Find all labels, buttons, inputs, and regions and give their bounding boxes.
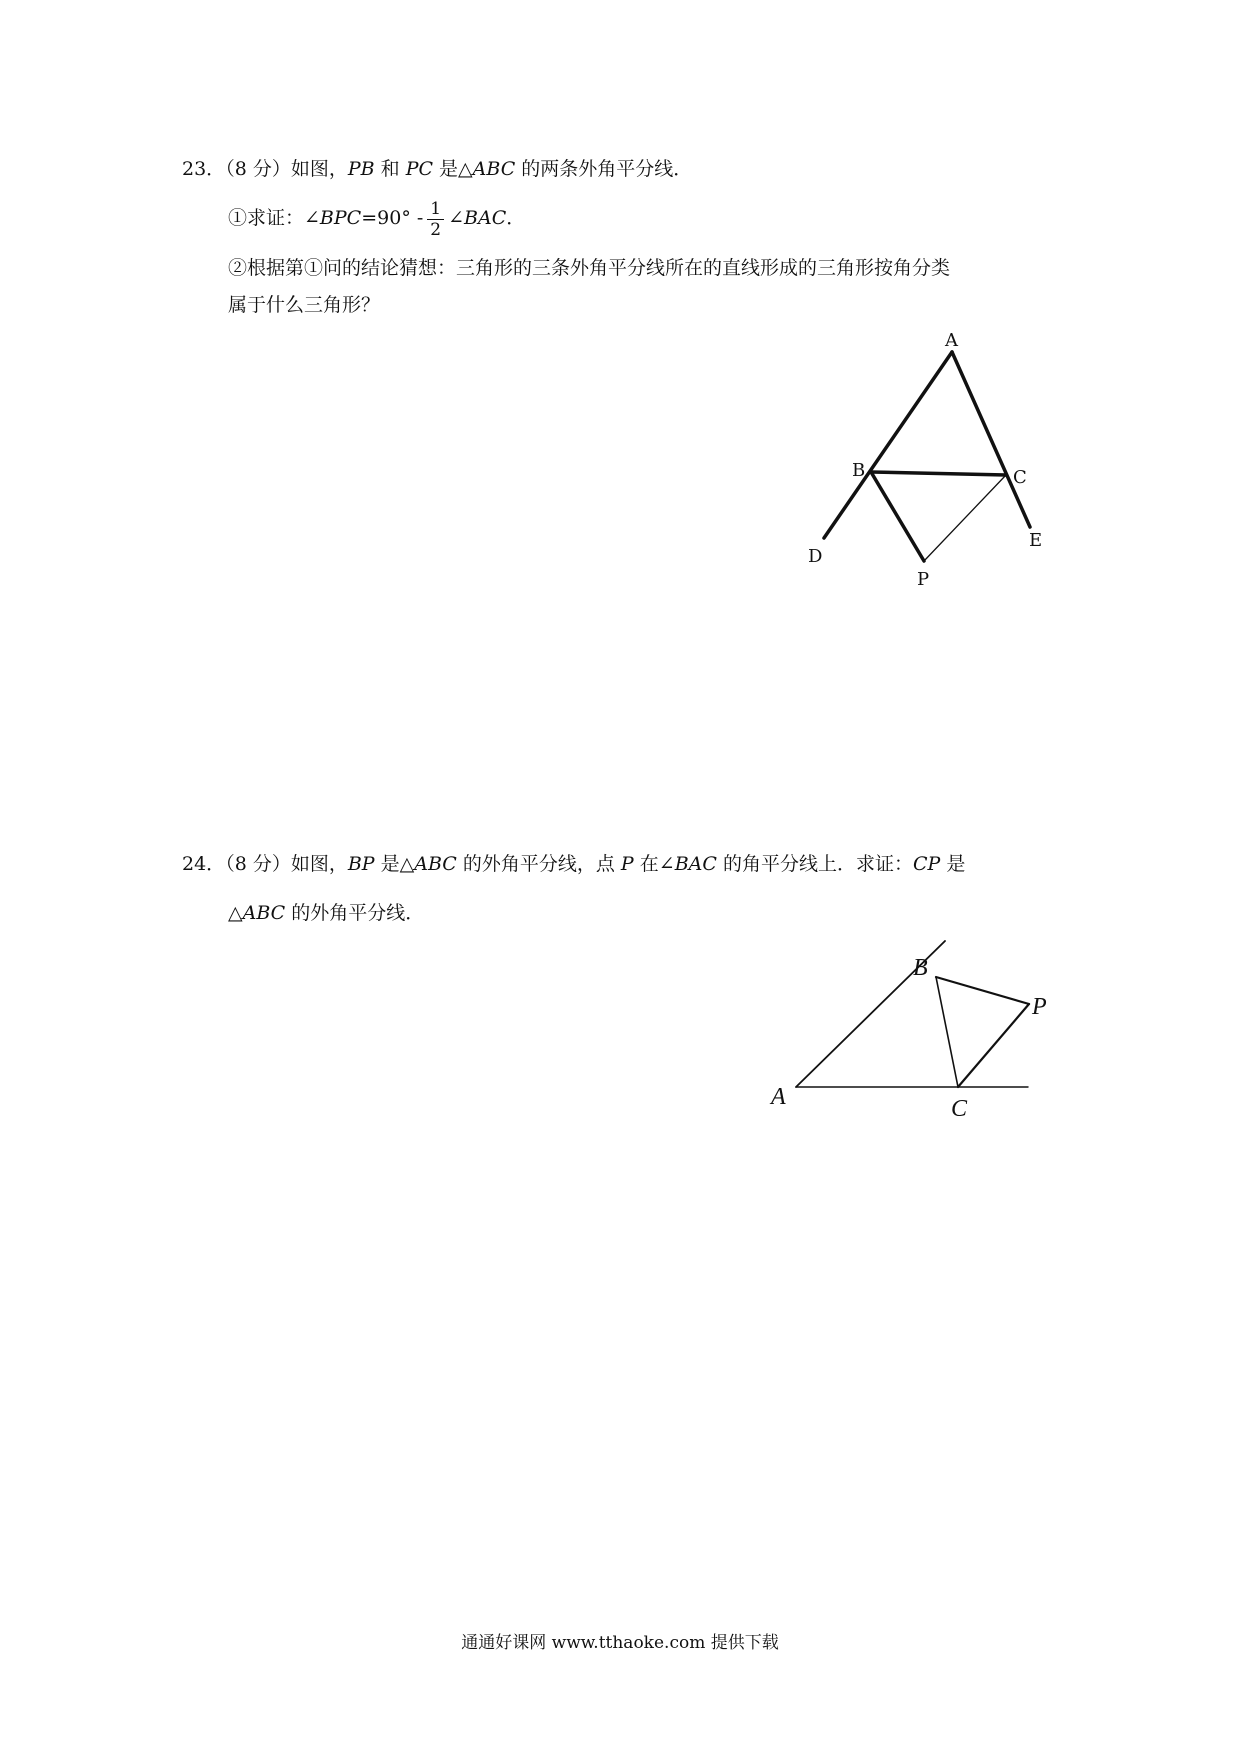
q24-score: （8 分） xyxy=(225,853,291,875)
q24-seg2: CP xyxy=(912,853,941,875)
q23-part2-line1: ②根据第①问的结论猜想：三角形的三条外角平分线所在的直线形成的三角形按角分类 xyxy=(228,257,951,279)
q23-and: 和 xyxy=(374,158,406,180)
q24-number: 24． xyxy=(182,853,226,875)
q23-part1-end: ． xyxy=(506,207,526,229)
q24-is: 是△ xyxy=(374,853,415,875)
q23-is: 是△ xyxy=(433,158,473,180)
q23-number: 23． xyxy=(182,158,226,180)
q23-score: （8 分） xyxy=(225,158,291,180)
q23-part1-angle2-prefix: ∠ xyxy=(448,207,465,229)
q23-part1-eq: =90° - xyxy=(361,207,424,229)
fraction-denominator: 2 xyxy=(430,219,442,240)
q24-tri: ABC xyxy=(414,853,457,875)
q23-label-A: A xyxy=(945,330,958,351)
q23-tri: ABC xyxy=(472,158,516,180)
q24-mid2: 的角平分线上．求证： xyxy=(716,853,913,875)
q24-label-P: P xyxy=(1032,994,1047,1020)
q24-line-BP xyxy=(936,977,1029,1004)
q23-part1-prefix: ①求证：∠ xyxy=(228,207,320,229)
q24-end1: 是 xyxy=(940,853,966,875)
q23-intro: 如图， xyxy=(290,158,348,180)
q23-part1-angle2: BAC xyxy=(464,207,507,229)
q24-label-B: B xyxy=(913,955,928,981)
q24-line2-tri: ABC xyxy=(242,902,286,924)
q23-seg2: PC xyxy=(405,158,434,180)
q23-rest: 的两条外角平分线． xyxy=(515,158,693,180)
q24-line2-rest: 的外角平分线． xyxy=(285,902,425,924)
q24-angle: BAC xyxy=(674,853,717,875)
q24-label-A: A xyxy=(771,1084,786,1110)
q24-line-CP xyxy=(958,1004,1029,1087)
q24-line-BC xyxy=(936,977,958,1087)
q24-label-C: C xyxy=(951,1096,968,1122)
q24-in: 在∠ xyxy=(633,853,675,875)
page-footer: 通通好课网 www.tthaoke.com 提供下载 xyxy=(461,1633,779,1653)
q24-intro: 如图， xyxy=(290,853,348,875)
q24-pt: P xyxy=(620,853,634,875)
q23-part2-line2: 属于什么三角形？ xyxy=(228,294,381,316)
q23-label-P: P xyxy=(917,569,930,590)
fraction-numerator: 1 xyxy=(427,199,444,220)
q23-seg1: PB xyxy=(347,158,375,180)
q23-label-B: B xyxy=(852,460,866,481)
q24-line2-prefix: △ xyxy=(228,902,243,924)
q23-label-E: E xyxy=(1029,530,1043,551)
q24-seg1: BP xyxy=(347,853,375,875)
q24-mid: 的外角平分线，点 xyxy=(456,853,621,875)
q23-label-C: C xyxy=(1013,467,1027,488)
q23-part1-angle: BPC xyxy=(319,207,362,229)
q23-label-D: D xyxy=(808,546,823,567)
